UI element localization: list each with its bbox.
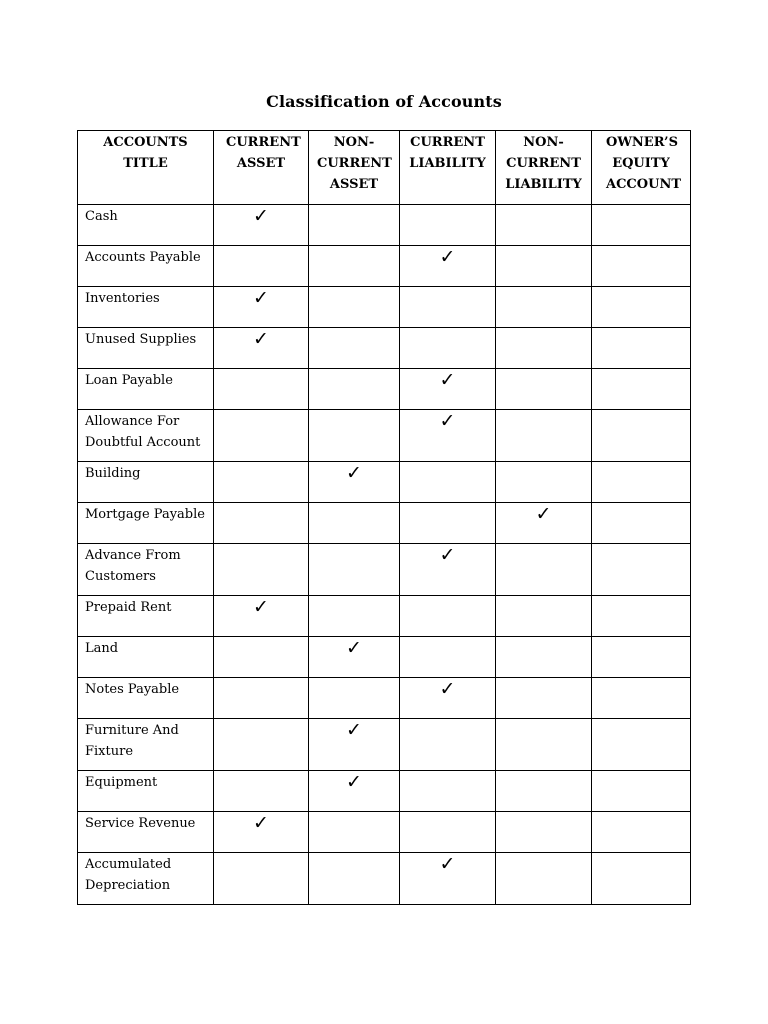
classification-cell bbox=[309, 719, 400, 771]
table-row bbox=[78, 287, 691, 328]
table-row bbox=[78, 328, 691, 369]
account-title-cell: Advance From Customers bbox=[78, 544, 214, 596]
classification-cell bbox=[400, 544, 496, 596]
classification-cell bbox=[400, 596, 496, 637]
classification-cell bbox=[400, 853, 496, 905]
checkmark-icon: ✓ bbox=[439, 853, 456, 875]
classification-cell bbox=[400, 246, 496, 287]
classification-cell bbox=[400, 205, 496, 246]
classification-cell bbox=[309, 287, 400, 328]
classification-cell bbox=[496, 410, 592, 462]
classification-cell bbox=[400, 812, 496, 853]
classification-cell bbox=[309, 853, 400, 905]
header-owners-equity-account: OWNER’S EQUITY ACCOUNT bbox=[592, 131, 691, 205]
table-row bbox=[78, 246, 691, 287]
header-current-asset: CURRENT ASSET bbox=[214, 131, 309, 205]
account-title-cell: Service Revenue bbox=[78, 812, 214, 853]
account-title-cell: Prepaid Rent bbox=[78, 596, 214, 637]
classification-cell bbox=[214, 287, 309, 328]
checkmark-icon: ✓ bbox=[253, 287, 269, 309]
classification-cell bbox=[496, 678, 592, 719]
classification-cell bbox=[309, 637, 400, 678]
checkmark-icon: ✓ bbox=[439, 544, 456, 566]
classification-cell bbox=[592, 771, 691, 812]
classification-cell bbox=[309, 369, 400, 410]
classification-cell bbox=[400, 369, 496, 410]
classification-cell bbox=[592, 719, 691, 771]
document-title: Classification of Accounts bbox=[266, 92, 502, 111]
classification-cell bbox=[496, 719, 592, 771]
checkmark-icon: ✓ bbox=[253, 596, 269, 618]
header-current-liability: CURRENT LIABILITY bbox=[400, 131, 496, 205]
classification-cell bbox=[496, 596, 592, 637]
classification-cell bbox=[309, 544, 400, 596]
classification-cell bbox=[214, 637, 309, 678]
classification-cell bbox=[214, 410, 309, 462]
classification-cell bbox=[309, 678, 400, 719]
classification-cell bbox=[400, 462, 496, 503]
table-row bbox=[78, 637, 691, 678]
classification-cell bbox=[214, 246, 309, 287]
classification-cell bbox=[496, 462, 592, 503]
classification-cell bbox=[400, 410, 496, 462]
classification-cell bbox=[496, 771, 592, 812]
classification-cell bbox=[309, 596, 400, 637]
table-row bbox=[78, 596, 691, 637]
table-row bbox=[78, 462, 691, 503]
classification-cell bbox=[592, 544, 691, 596]
checkmark-icon: ✓ bbox=[535, 503, 552, 525]
classification-cell bbox=[592, 246, 691, 287]
classification-cell bbox=[496, 246, 592, 287]
classification-cell bbox=[309, 503, 400, 544]
classification-cell bbox=[309, 205, 400, 246]
classification-cell bbox=[214, 678, 309, 719]
checkmark-icon: ✓ bbox=[253, 328, 269, 350]
classification-cell bbox=[592, 328, 691, 369]
table-row bbox=[78, 544, 691, 596]
table-row bbox=[78, 410, 691, 462]
classification-cell bbox=[592, 287, 691, 328]
account-title-cell: Equipment bbox=[78, 771, 214, 812]
account-title-cell: Furniture And Fixture bbox=[78, 719, 214, 771]
table-row bbox=[78, 369, 691, 410]
checkmark-icon: ✓ bbox=[439, 246, 456, 268]
account-title-cell: Cash bbox=[78, 205, 214, 246]
classification-cell bbox=[496, 637, 592, 678]
table-row bbox=[78, 812, 691, 853]
table-body bbox=[78, 205, 691, 905]
classification-cell bbox=[214, 369, 309, 410]
classification-cell bbox=[496, 369, 592, 410]
classification-cell bbox=[496, 544, 592, 596]
classification-cell bbox=[214, 812, 309, 853]
account-title-cell: Building bbox=[78, 462, 214, 503]
classification-cell bbox=[496, 812, 592, 853]
classification-cell bbox=[309, 410, 400, 462]
classification-cell bbox=[496, 503, 592, 544]
header-non-current-asset: NON-CURRENT ASSET bbox=[309, 131, 400, 205]
classification-cell bbox=[400, 771, 496, 812]
header-row bbox=[78, 131, 691, 205]
account-title-cell: Accumulated Depreciation bbox=[78, 853, 214, 905]
classification-cell bbox=[592, 596, 691, 637]
classification-cell bbox=[214, 771, 309, 812]
classification-cell bbox=[214, 462, 309, 503]
classification-cell bbox=[592, 205, 691, 246]
checkmark-icon: ✓ bbox=[253, 812, 269, 834]
classification-cell bbox=[592, 853, 691, 905]
classification-cell bbox=[309, 771, 400, 812]
checkmark-icon: ✓ bbox=[253, 205, 269, 227]
classification-cell bbox=[214, 853, 309, 905]
classification-cell bbox=[214, 328, 309, 369]
classification-cell bbox=[592, 369, 691, 410]
account-title-cell: Loan Payable bbox=[78, 369, 214, 410]
table-row bbox=[78, 771, 691, 812]
classification-cell bbox=[214, 205, 309, 246]
checkmark-icon: ✓ bbox=[439, 678, 456, 700]
checkmark-icon: ✓ bbox=[346, 637, 362, 659]
classification-cell bbox=[214, 544, 309, 596]
table-row bbox=[78, 853, 691, 905]
account-title-cell: Land bbox=[78, 637, 214, 678]
classification-cell bbox=[400, 328, 496, 369]
classification-cell bbox=[214, 596, 309, 637]
table-row bbox=[78, 503, 691, 544]
classification-cell bbox=[496, 205, 592, 246]
classification-cell bbox=[592, 678, 691, 719]
table-row bbox=[78, 678, 691, 719]
classification-cell bbox=[592, 503, 691, 544]
account-title-cell: Allowance For Doubtful Account bbox=[78, 410, 214, 462]
table-row bbox=[78, 719, 691, 771]
classification-cell bbox=[592, 812, 691, 853]
classification-cell bbox=[400, 719, 496, 771]
classification-cell bbox=[496, 328, 592, 369]
account-title-cell: Accounts Payable bbox=[78, 246, 214, 287]
header-non-current-liability: NON-CURRENT LIABILITY bbox=[496, 131, 592, 205]
account-title-cell: Notes Payable bbox=[78, 678, 214, 719]
checkmark-icon: ✓ bbox=[439, 410, 456, 432]
checkmark-icon: ✓ bbox=[346, 462, 362, 484]
table-row bbox=[78, 205, 691, 246]
classification-cell bbox=[400, 637, 496, 678]
account-title-cell: Inventories bbox=[78, 287, 214, 328]
checkmark-icon: ✓ bbox=[346, 771, 362, 793]
classification-cell bbox=[496, 853, 592, 905]
checkmark-icon: ✓ bbox=[439, 369, 456, 391]
classification-cell bbox=[400, 287, 496, 328]
classification-cell bbox=[309, 812, 400, 853]
account-title-cell: Mortgage Payable bbox=[78, 503, 214, 544]
header-accounts-title: ACCOUNTS TITLE bbox=[78, 131, 214, 205]
classification-cell bbox=[496, 287, 592, 328]
classification-cell bbox=[214, 719, 309, 771]
classification-cell bbox=[309, 462, 400, 503]
classification-cell bbox=[592, 410, 691, 462]
checkmark-icon: ✓ bbox=[346, 719, 362, 741]
classification-cell bbox=[592, 462, 691, 503]
classification-cell bbox=[592, 637, 691, 678]
classification-cell bbox=[400, 503, 496, 544]
classification-cell bbox=[309, 246, 400, 287]
account-title-cell: Unused Supplies bbox=[78, 328, 214, 369]
accounts-classification-table bbox=[77, 130, 691, 905]
classification-cell bbox=[400, 678, 496, 719]
classification-cell bbox=[309, 328, 400, 369]
classification-cell bbox=[214, 503, 309, 544]
